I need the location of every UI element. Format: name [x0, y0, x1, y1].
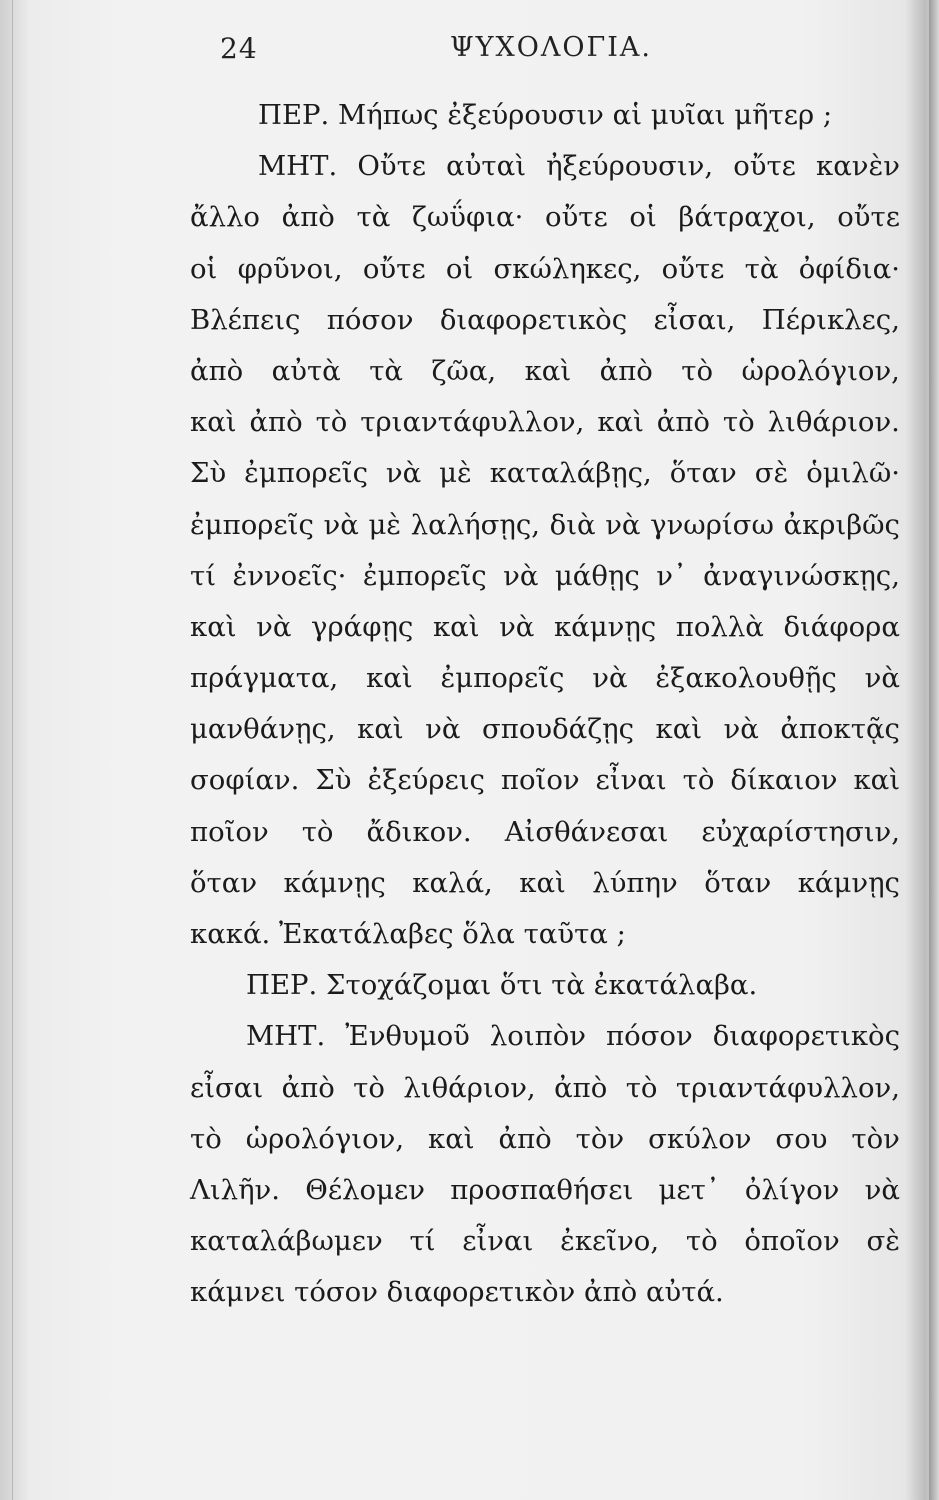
word: οἱ — [445, 252, 474, 285]
word: Θέλομεν — [305, 1173, 425, 1206]
word: λιθάριον, — [403, 1071, 536, 1104]
text-line — [190, 244, 900, 295]
word: τὰ — [369, 354, 404, 387]
word: καὶ — [190, 406, 237, 439]
word: τὸ — [681, 354, 714, 387]
word: τὸ — [353, 1071, 385, 1104]
word: οὔτε — [362, 252, 426, 285]
word: ἀπὸ — [281, 1071, 335, 1104]
word: ἀπὸ — [190, 354, 244, 387]
text-line — [190, 1063, 900, 1114]
word: καὶ — [366, 662, 413, 695]
word: διαφορετικὸς — [439, 303, 628, 336]
word: ἀναγινώσκῃς, — [703, 559, 900, 592]
word: ὀφίδια· — [798, 252, 900, 285]
word: σκύλον — [648, 1122, 752, 1155]
word: καὶ — [428, 1122, 475, 1155]
word: οὔτε — [837, 201, 900, 234]
word: καὶ — [524, 354, 572, 387]
word: αὐτὰ — [271, 354, 341, 387]
text-line — [190, 192, 900, 243]
word: πόσον — [326, 303, 414, 336]
word: τὸ — [190, 1122, 222, 1155]
word: σὲ — [754, 457, 789, 490]
word: νὰ — [425, 713, 461, 746]
text-line — [190, 346, 900, 397]
word: ἐμπορεῖς — [190, 508, 314, 541]
word: μανθάνῃς, — [190, 713, 336, 746]
word: νὰ — [864, 1173, 900, 1206]
page-edge-line — [12, 0, 13, 1500]
word: σοφίαν. — [190, 764, 300, 797]
word: ἄλλο — [190, 201, 260, 234]
word: τὸ — [682, 764, 715, 797]
word: καὶ — [853, 764, 900, 797]
text-line — [190, 500, 900, 551]
word: καὶ — [432, 610, 480, 643]
word: σκώληκες, — [493, 252, 642, 285]
word: νὰ — [256, 610, 292, 643]
text-line — [190, 807, 900, 858]
word: εἶσαι — [190, 1071, 264, 1104]
page-number: 24 — [220, 32, 258, 65]
word: πόσον — [606, 1020, 693, 1053]
word: ἐμπορεῖς — [440, 662, 565, 695]
word: ἐμπορεῖς — [362, 559, 487, 592]
word: λαλήσῃς, — [410, 508, 541, 541]
word: λοιπὸν — [489, 1020, 586, 1053]
word: ἄδικον. — [366, 815, 472, 848]
text-line: ΠΕΡ. Στοχάζομαι ὅτι τὰ ἐκατάλαβα. — [246, 969, 758, 1002]
word: μὲ — [368, 508, 402, 541]
word: κάμνῃς — [553, 610, 657, 643]
word: ὁμιλῶ· — [806, 457, 900, 490]
text-line — [190, 1011, 900, 1062]
word: πολλὰ — [675, 610, 764, 643]
word: ἀκριβῶς — [783, 508, 900, 541]
word: εἶναι — [595, 764, 667, 797]
word: εὐχαρίστησιν, — [701, 815, 900, 848]
text-line — [190, 1114, 900, 1165]
word: φρῦνοι, — [237, 252, 343, 285]
word: δίκαιον — [730, 764, 838, 797]
word: καλά, — [412, 866, 493, 899]
word: τριαντάφυλλον, — [675, 1071, 900, 1104]
word: εἶναι — [462, 1225, 534, 1258]
word: ποῖον — [190, 815, 269, 848]
word: σου — [775, 1122, 828, 1155]
word: τὸν — [851, 1122, 900, 1155]
text-line — [190, 551, 900, 602]
page-header — [220, 28, 680, 78]
word: ὅταν — [669, 457, 737, 490]
word: ἐννοεῖς· — [232, 559, 347, 592]
word: λύπην — [592, 866, 678, 899]
word: ἀπὸ — [554, 1071, 608, 1104]
binding-shadow — [929, 0, 939, 1500]
text-line: κακά. Ἐκατάλαβες ὅλα ταῦτα ; — [190, 918, 626, 950]
word: ὁποῖον — [744, 1225, 840, 1258]
word: ὀλίγον — [744, 1173, 840, 1206]
word: ὡρολόγιον, — [245, 1122, 405, 1155]
word: νὰ — [499, 610, 535, 643]
text-line — [190, 1165, 900, 1216]
word: Ἐνθυμοῦ — [345, 1020, 470, 1053]
word: πράγματα, — [190, 662, 339, 695]
text-line — [190, 397, 900, 448]
word: καὶ — [357, 713, 404, 746]
word: ΜΗΤ. — [246, 1020, 326, 1053]
word: οἱ — [190, 252, 218, 285]
text-line: ΠΕΡ. Μήπως ἐξεύρουσιν αἱ μυῖαι μῆτερ ; — [258, 99, 833, 131]
word: ζῶα, — [431, 354, 497, 387]
word: τὰ — [356, 201, 391, 234]
word: τὸ — [315, 406, 348, 439]
word: οἱ — [629, 201, 657, 234]
word: μὲ — [439, 457, 472, 490]
text-line: κάμνει τόσον διαφορετικὸν ἀπὸ αὐτά. — [190, 1276, 724, 1309]
text-line — [190, 704, 900, 755]
text-line — [190, 141, 900, 192]
word: καταλάβῃς, — [489, 457, 652, 490]
word: Πέρικλες, — [761, 303, 900, 336]
word: καταλάβωμεν — [190, 1225, 383, 1258]
word: καὶ — [655, 713, 703, 746]
word: τί — [409, 1225, 436, 1258]
word: αὐταὶ — [446, 150, 526, 183]
word: ἀποκτᾷς — [780, 713, 900, 746]
word: Οὔτε — [357, 150, 427, 183]
word: ἐκεῖνο, — [560, 1225, 660, 1258]
word: καὶ — [597, 406, 644, 439]
word: οὔτε — [733, 150, 796, 183]
text-line — [190, 858, 900, 909]
word: Βλέπεις — [190, 303, 301, 336]
word: εἶσαι, — [653, 303, 736, 336]
word: βάτραχοι, — [678, 201, 816, 234]
text-line — [190, 602, 900, 653]
word: καὶ — [519, 866, 566, 899]
word: προσπαθήσει — [450, 1173, 634, 1206]
word: νὰ — [864, 662, 900, 695]
word: νὰ — [323, 508, 359, 541]
text-line — [190, 653, 900, 704]
text-line — [190, 448, 900, 499]
word: ν᾽ — [656, 559, 687, 592]
word: τὸ — [625, 1071, 658, 1104]
word: ὡρολόγιον, — [741, 354, 900, 387]
word: ὅταν — [704, 866, 772, 899]
word: μετ᾽ — [658, 1173, 720, 1206]
word: ἀπὸ — [498, 1122, 552, 1155]
word: σπουδάζῃς — [481, 713, 634, 746]
word: κανὲν — [816, 150, 900, 183]
word: οὔτε — [661, 252, 725, 285]
word: λιθάριον. — [767, 406, 900, 439]
word: ἀπὸ — [249, 406, 303, 439]
word: νὰ — [592, 662, 628, 695]
word: νὰ — [385, 457, 422, 490]
word: διαφορετικὸς — [712, 1020, 900, 1053]
word: νὰ — [605, 508, 641, 541]
word: κάμνῃς — [283, 866, 386, 899]
text-line — [190, 755, 900, 806]
word: τὸ — [301, 815, 334, 848]
word: κάμνῃς — [797, 866, 900, 899]
word: σὲ — [866, 1225, 900, 1258]
word: τί — [190, 559, 216, 592]
word: οὔτε — [545, 201, 608, 234]
word: Σὺ — [315, 764, 352, 797]
word: Αἰσθάνεσαι — [504, 815, 669, 848]
word: γνωρίσω — [650, 508, 774, 541]
word: τὸ — [722, 406, 755, 439]
word: τὸ — [685, 1225, 718, 1258]
word: διάφορα — [783, 610, 900, 643]
word: γράφῃς — [311, 610, 414, 643]
text-line — [190, 295, 900, 346]
body-text — [190, 90, 900, 1319]
word: ΜΗΤ. — [258, 150, 338, 183]
word: ἀπὸ — [656, 406, 710, 439]
word: τὰ — [744, 252, 779, 285]
text-line — [190, 1216, 900, 1267]
word: ἐξεύρεις — [367, 764, 485, 797]
word: νὰ — [503, 559, 539, 592]
word: ζωΰφια· — [411, 201, 524, 234]
word: ἀπὸ — [599, 354, 653, 387]
word: ἠξεύρουσιν, — [546, 150, 714, 183]
word: ἐξακολουθῇς — [655, 662, 837, 695]
word: ὅταν — [190, 866, 258, 899]
word: τριαντάφυλλον, — [360, 406, 585, 439]
word: ἐμπορεῖς — [244, 457, 368, 490]
word: μάθῃς — [554, 559, 640, 592]
word: διὰ — [549, 508, 596, 541]
running-title: ΨΥΧΟΛΟΓΙΑ. — [450, 32, 652, 63]
word: Σὺ — [190, 457, 227, 490]
word: Λιλῆν. — [190, 1173, 281, 1206]
word: ἀπὸ — [281, 201, 335, 234]
word: ποῖον — [500, 764, 580, 797]
word: καὶ — [190, 610, 237, 643]
word: νὰ — [723, 713, 759, 746]
word: τὸν — [575, 1122, 625, 1155]
